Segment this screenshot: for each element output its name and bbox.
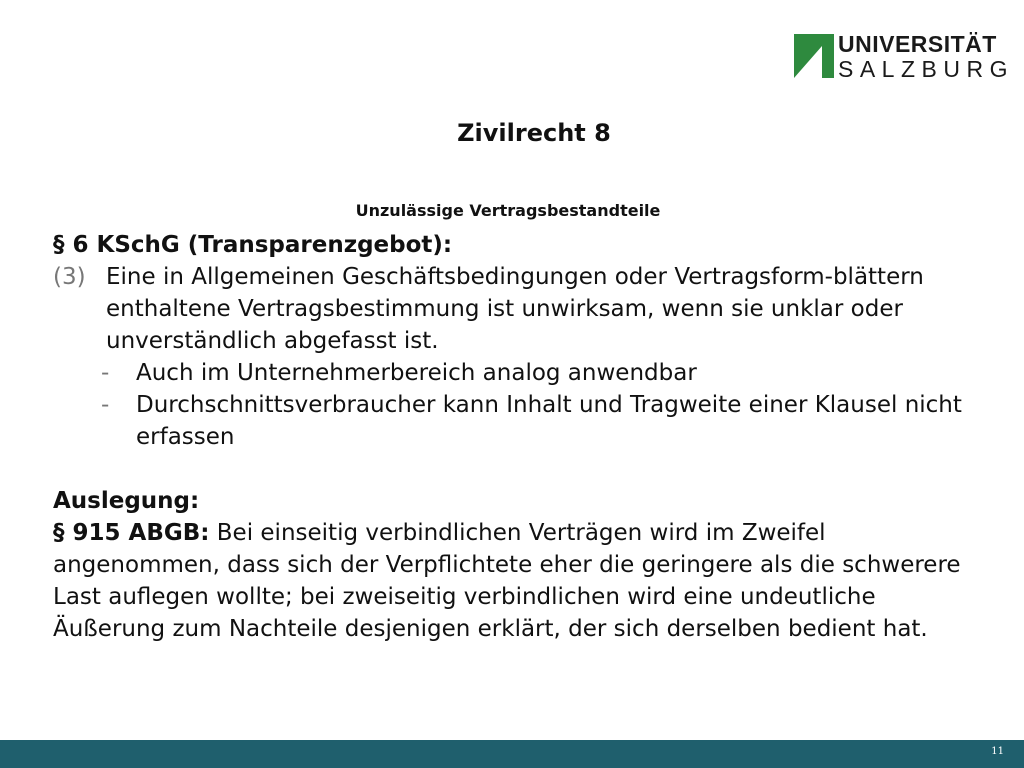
item-number: (3) [53,264,86,290]
bullet-item [53,389,973,453]
bullet-text: Durchschnittsverbraucher kann Inhalt und Tragweite einer Klausel nicht erfassen [136,392,962,450]
logo-mark-icon [794,34,834,78]
slide-body [53,229,973,645]
bullet-dash: - [101,360,110,386]
slide-subtitle: Unzulässige Vertragsbestandteile [355,201,661,220]
university-logo [794,31,1014,82]
bullet-item [53,357,973,389]
section-heading-kschg: § 6 KSchG (Transparenzgebot): [53,232,453,258]
logo-text-line2: SALZBURG [838,56,1014,82]
numbered-item [53,261,973,357]
paragraph-text: Bei einseitig verbindlichen Verträgen wird im Zweifel angenommen, dass sich der Verpflichtete eher die geringere als die schwerere Last auflegen wollte; bei zweiseitig verbindlichen wird eine undeutliche Äußerung zum Nachteile desjenigen erklärt, der sich derselben bedient hat. [53,520,961,642]
slide-title: Zivilrecht 8 [457,119,611,147]
bullet-dash: - [101,392,110,418]
page-number: 11 [991,746,1004,757]
item-text: Eine in Allgemeinen Geschäftsbedingungen oder Vertragsform-blättern enthaltene Vertragsbestimmung ist unwirksam, wenn sie unklar oder unverständlich abgefasst ist. [106,264,924,354]
section-heading-auslegung: Auslegung: [53,488,200,514]
spacer [53,453,973,485]
bullet-text: Auch im Unternehmerbereich analog anwendbar [136,360,697,386]
paragraph-label: § 915 ABGB: [53,520,210,546]
footer-bar [0,740,1024,768]
logo-text-line1: UNIVERSITÄT [838,31,997,57]
paragraph-abgb [53,517,973,645]
